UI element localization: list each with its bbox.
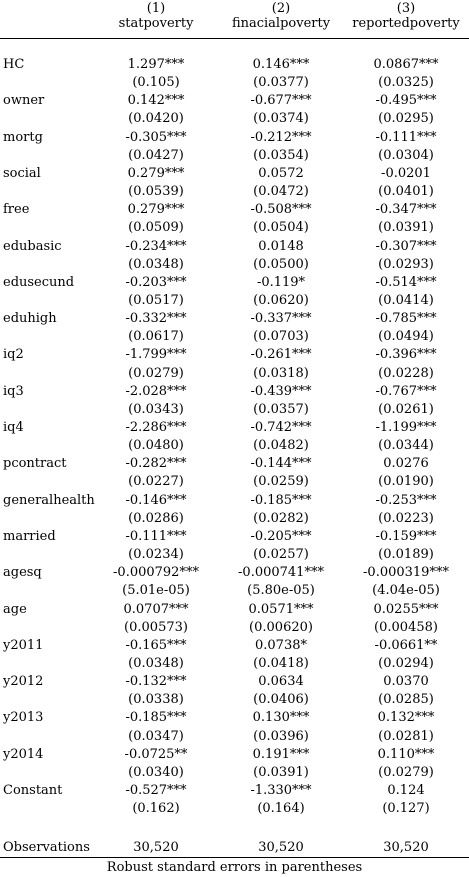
- standard-error-value: (0.0357): [253, 401, 309, 417]
- standard-error-value: (0.0318): [253, 365, 309, 381]
- row-label: Observations: [3, 840, 90, 855]
- standard-error-value: (0.0285): [378, 692, 434, 708]
- coef-row: [0, 274, 469, 292]
- coef-row: [0, 238, 469, 256]
- coef-row: [0, 129, 469, 147]
- standard-error-value: (4.04e-05): [372, 583, 440, 599]
- standard-error-value: (0.0259): [253, 474, 309, 490]
- observations-row: [0, 839, 469, 857]
- row-label: social: [3, 165, 41, 181]
- coefficient-value: -0.253***: [375, 492, 437, 508]
- row-label: y2013: [3, 710, 44, 726]
- standard-error-value: (0.0374): [253, 111, 309, 127]
- standard-error-value: (0.0234): [128, 547, 184, 563]
- se-row: [0, 582, 469, 600]
- standard-error-value: (5.01e-05): [122, 583, 190, 599]
- coefficient-value: -0.212***: [250, 129, 312, 145]
- standard-error-value: (0.0377): [253, 75, 309, 91]
- coefficient-value: -0.111***: [375, 129, 437, 145]
- se-row: [0, 473, 469, 491]
- coef-row: [0, 746, 469, 764]
- standard-error-value: (0.0344): [378, 438, 434, 454]
- coefficient-value: 0.142***: [127, 93, 185, 109]
- row-label: y2011: [3, 637, 44, 653]
- standard-error-value: (0.127): [382, 801, 430, 817]
- coef-row: [0, 528, 469, 546]
- coefficient-value: -0.337***: [250, 311, 312, 327]
- se-row: [0, 183, 469, 201]
- coefficient-value: -0.144***: [250, 456, 312, 472]
- coefficient-value: 0.0571***: [248, 601, 314, 617]
- standard-error-value: (0.0295): [378, 111, 434, 127]
- standard-error-value: (0.0348): [128, 256, 184, 272]
- coefficient-value: -0.527***: [125, 783, 187, 798]
- row-label: Constant: [3, 783, 63, 798]
- standard-error-value: (0.0348): [128, 655, 184, 671]
- standard-error-value: (0.0391): [253, 764, 309, 780]
- row-label: free: [3, 202, 30, 218]
- se-row: [0, 691, 469, 709]
- coefficient-value: -0.185***: [125, 710, 187, 726]
- coefficient-value: -0.132***: [125, 674, 187, 690]
- coefficient-value: -0.146***: [125, 492, 187, 508]
- coefficient-value: 0.130***: [252, 710, 310, 726]
- se-row: [0, 546, 469, 564]
- header-number: (2): [271, 1, 291, 16]
- coefficient-value: -1.199***: [375, 420, 437, 435]
- standard-error-value: (0.0401): [378, 184, 434, 200]
- coefficient-value: -0.000319***: [363, 565, 449, 581]
- standard-error-value: (0.0480): [128, 438, 184, 454]
- coefficient-value: -0.0201: [381, 165, 431, 181]
- coefficient-value: -0.282***: [125, 456, 187, 472]
- se-row: [0, 110, 469, 128]
- bottom-rule: [0, 857, 469, 858]
- standard-error-value: (0.0354): [253, 147, 309, 163]
- standard-error-value: (0.0420): [128, 111, 184, 127]
- coef-row: [0, 782, 469, 800]
- standard-error-value: (0.0325): [378, 75, 434, 91]
- observations-value: 30,520: [258, 840, 304, 855]
- coefficient-value: -0.495***: [375, 93, 437, 109]
- standard-error-value: (0.0391): [378, 220, 434, 236]
- coefficient-value: -0.767***: [375, 383, 437, 399]
- coef-row: [0, 601, 469, 619]
- se-row: [0, 619, 469, 637]
- se-row: [0, 74, 469, 92]
- standard-error-value: (0.164): [257, 801, 305, 817]
- coefficient-value: 0.146***: [252, 57, 310, 72]
- standard-error-value: (0.0227): [128, 474, 184, 490]
- coefficient-value: -0.165***: [125, 637, 187, 653]
- standard-error-value: (0.0406): [253, 692, 309, 708]
- coef-row: [0, 383, 469, 401]
- coef-row: [0, 419, 469, 437]
- standard-error-value: (0.0504): [253, 220, 309, 236]
- standard-error-value: (0.00620): [249, 619, 313, 635]
- coef-row: [0, 92, 469, 110]
- header-number: (3): [396, 1, 416, 16]
- standard-error-value: (0.0418): [253, 655, 309, 671]
- standard-error-value: (0.0414): [378, 292, 434, 308]
- coef-row: [0, 673, 469, 691]
- standard-error-value: (0.105): [132, 75, 180, 91]
- row-label: edusecund: [3, 274, 75, 290]
- coef-row: [0, 492, 469, 510]
- row-label: age: [3, 601, 27, 617]
- row-label: y2014: [3, 746, 44, 762]
- coef-row: [0, 709, 469, 727]
- coefficient-value: -0.234***: [125, 238, 187, 254]
- se-row: [0, 437, 469, 455]
- standard-error-value: (0.0472): [253, 184, 309, 200]
- standard-error-value: (0.0282): [253, 510, 309, 526]
- coefficient-value: -0.439***: [250, 383, 312, 399]
- coefficient-value: 0.124: [387, 783, 425, 798]
- coefficient-value: -0.332***: [125, 311, 187, 327]
- coefficient-value: 0.0738*: [255, 637, 307, 653]
- column-header: statpoverty: [118, 16, 194, 31]
- coefficient-value: 0.0276: [383, 456, 429, 472]
- row-label: HC: [3, 57, 25, 72]
- coefficient-value: -0.203***: [125, 274, 187, 290]
- header-name-row: [0, 15, 469, 33]
- coefficient-value: -0.000792***: [113, 565, 199, 581]
- coefficient-value: -0.261***: [250, 347, 312, 363]
- coefficient-value: 0.132***: [377, 710, 435, 726]
- coef-row: [0, 346, 469, 364]
- se-row: [0, 219, 469, 237]
- coef-row: [0, 455, 469, 473]
- standard-error-value: (0.00458): [374, 619, 438, 635]
- row-label: iq4: [3, 420, 24, 435]
- standard-error-value: (0.0293): [378, 256, 434, 272]
- column-header: reportedpoverty: [352, 16, 460, 31]
- coefficient-value: -0.119*: [256, 274, 306, 290]
- standard-error-value: (0.0304): [378, 147, 434, 163]
- coefficient-value: -1.799***: [125, 347, 187, 363]
- row-label: iq3: [3, 383, 24, 399]
- row-label: y2012: [3, 674, 44, 690]
- coefficient-value: -1.330***: [250, 783, 312, 798]
- standard-error-value: (0.0261): [378, 401, 434, 417]
- standard-error-value: (5.80e-05): [247, 583, 315, 599]
- header-rule: [0, 38, 469, 39]
- coef-row: [0, 165, 469, 183]
- se-row: [0, 800, 469, 818]
- coefficient-value: -0.205***: [250, 528, 312, 544]
- standard-error-value: (0.0482): [253, 438, 309, 454]
- standard-error-value: (0.0427): [128, 147, 184, 163]
- coefficient-value: 0.0867***: [373, 57, 439, 72]
- coefficient-value: 0.0148: [258, 238, 304, 254]
- coefficient-value: -0.0725**: [124, 746, 188, 762]
- se-row: [0, 655, 469, 673]
- coefficient-value: -0.000741***: [238, 565, 324, 581]
- standard-error-value: (0.0281): [378, 728, 434, 744]
- se-row: [0, 256, 469, 274]
- coef-row: [0, 56, 469, 74]
- standard-error-value: (0.0189): [378, 547, 434, 563]
- se-row: [0, 292, 469, 310]
- coefficient-value: 0.191***: [252, 746, 310, 762]
- coefficient-value: -0.514***: [375, 274, 437, 290]
- observations-value: 30,520: [133, 840, 179, 855]
- standard-error-value: (0.162): [132, 801, 180, 817]
- standard-error-value: (0.0703): [253, 329, 309, 345]
- coefficient-value: 0.0572: [258, 165, 304, 181]
- standard-error-value: (0.0620): [253, 292, 309, 308]
- coefficient-value: -0.305***: [125, 129, 187, 145]
- row-label: edubasic: [3, 238, 62, 254]
- se-row: [0, 510, 469, 528]
- coefficient-value: 0.279***: [127, 165, 185, 181]
- coefficient-value: -0.396***: [375, 347, 437, 363]
- standard-error-value: (0.0500): [253, 256, 309, 272]
- se-row: [0, 365, 469, 383]
- standard-error-value: (0.0279): [128, 365, 184, 381]
- header-number: (1): [146, 1, 166, 16]
- coefficient-value: -0.742***: [250, 420, 312, 435]
- coefficient-value: -0.347***: [375, 202, 437, 218]
- se-row: [0, 147, 469, 165]
- se-row: [0, 728, 469, 746]
- standard-error-value: (0.0223): [378, 510, 434, 526]
- standard-error-value: (0.0294): [378, 655, 434, 671]
- standard-error-value: (0.0509): [128, 220, 184, 236]
- coefficient-value: 0.0634: [258, 674, 304, 690]
- coef-row: [0, 201, 469, 219]
- se-row: [0, 328, 469, 346]
- coefficient-value: -0.307***: [375, 238, 437, 254]
- standard-error-value: (0.0190): [378, 474, 434, 490]
- column-header: finacialpoverty: [231, 16, 331, 31]
- row-label: agesq: [3, 565, 42, 581]
- row-label: eduhigh: [3, 311, 57, 327]
- row-label: owner: [3, 93, 45, 109]
- coef-row: [0, 564, 469, 582]
- standard-error-value: (0.00573): [124, 619, 188, 635]
- coefficient-value: 0.0370: [383, 674, 429, 690]
- coef-row: [0, 637, 469, 655]
- coefficient-value: -0.185***: [250, 492, 312, 508]
- coefficient-value: -0.677***: [250, 93, 312, 109]
- standard-error-value: (0.0343): [128, 401, 184, 417]
- coefficient-value: -2.286***: [125, 420, 187, 435]
- coefficient-value: -0.785***: [375, 311, 437, 327]
- standard-error-value: (0.0286): [128, 510, 184, 526]
- standard-error-value: (0.0517): [128, 292, 184, 308]
- se-row: [0, 401, 469, 419]
- standard-error-value: (0.0494): [378, 329, 434, 345]
- coefficient-value: -0.111***: [125, 528, 187, 544]
- row-label: iq2: [3, 347, 24, 363]
- standard-error-value: (0.0617): [128, 329, 184, 345]
- row-label: generalhealth: [3, 492, 95, 508]
- standard-error-value: (0.0347): [128, 728, 184, 744]
- standard-error-value: (0.0338): [128, 692, 184, 708]
- standard-error-value: (0.0396): [253, 728, 309, 744]
- row-label: mortg: [3, 129, 43, 145]
- coefficient-value: -0.159***: [375, 528, 437, 544]
- standard-error-value: (0.0279): [378, 764, 434, 780]
- coefficient-value: 0.0255***: [373, 601, 439, 617]
- table-note: Robust standard errors in parentheses: [106, 860, 363, 875]
- se-row: [0, 764, 469, 782]
- coefficient-value: -0.508***: [250, 202, 312, 218]
- standard-error-value: (0.0228): [378, 365, 434, 381]
- standard-error-value: (0.0539): [128, 184, 184, 200]
- coef-row: [0, 310, 469, 328]
- coefficient-value: -2.028***: [125, 383, 187, 399]
- coefficient-value: 0.110***: [377, 746, 435, 762]
- standard-error-value: (0.0257): [253, 547, 309, 563]
- row-label: pcontract: [3, 456, 67, 472]
- standard-error-value: (0.0340): [128, 764, 184, 780]
- coefficient-value: 0.279***: [127, 202, 185, 218]
- observations-value: 30,520: [383, 840, 429, 855]
- row-label: married: [3, 528, 56, 544]
- coefficient-value: 1.297***: [127, 57, 185, 72]
- coefficient-value: 0.0707***: [123, 601, 189, 617]
- coefficient-value: -0.0661**: [374, 637, 438, 653]
